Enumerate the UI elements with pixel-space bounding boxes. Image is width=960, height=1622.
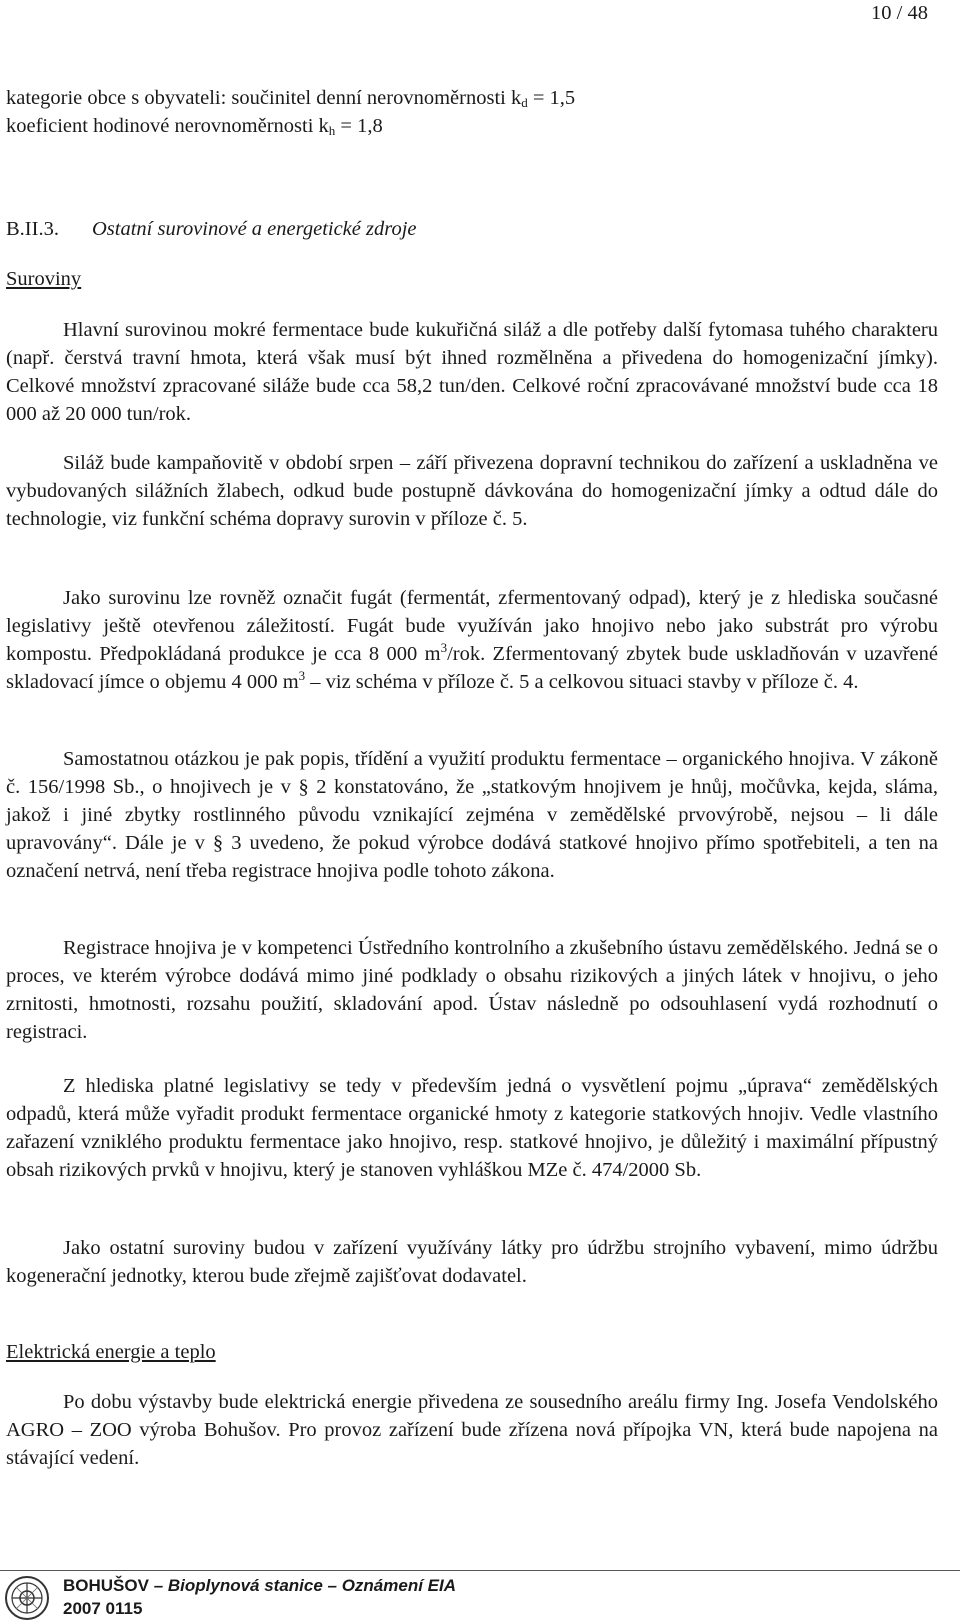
paragraph-electricity: Po dobu výstavby bude elektrická energie přivedena ze sousedního areálu firmy Ing. Josefa Vendolského AGRO – ZOO výroba Bohušov. Pro provoz zařízení bude zřízena nová přípojka VN, která bude napojena na stávající vedení. — [6, 1391, 938, 1469]
page-number: 10 / 48 — [871, 2, 928, 24]
section-number: B.II.3. — [6, 218, 59, 240]
footer-divider — [0, 1570, 960, 1571]
paragraph-other-materials: Jako ostatní suroviny budou v zařízení využívány látky pro údržbu strojního vybavení, mimo údržbu kogenerační jednotky, kterou bude zřejmě zajišťovat dodavatel. — [6, 1237, 938, 1287]
paragraph-fugate: Jako surovinu lze rovněž označit fugát (fermentát, zfermentovaný odpad), který je z hlediska současné legislativy ještě otevřenou záležitostí. Fugát bude využíván jako hnojivo nebo jako substrát pro výrobu kompostu. Předpokládaná produkce je cca 8 000 $m^3$/rok. Zfermentovaný zbytek bude uskladňován v uzavřené skladovací jímce o objemu 4 000 $m^3$ – viz schéma v příloze č. 5 a celkovou situaci stavby v příloze č. 4. — [6, 587, 938, 693]
company-logo-icon — [4, 1575, 50, 1621]
subheading-raw-materials: Suroviny — [6, 268, 82, 290]
intro-line-1: kategorie obce s obyvateli: součinitel denní nerovnoměrnosti $k_d = 1,5$ — [6, 87, 576, 110]
paragraph-registration: Registrace hnojiva je v kompetenci Ústředního kontrolního a zkušebního ústavu zemědělského. Jedná se o proces, ve kterém výrobce dodává mimo jiné podklady o obsahu rizikových a jiných látek v hnojivu, o jeho zrnitosti, hmotnosti, rozsahu použití, skladování apod. Ústav následně po odsouhlasení vydá rozhodnutí o registraci. — [6, 937, 938, 1043]
paragraph-main-raw-material: Hlavní surovinou mokré fermentace bude kukuřičná siláž a dle potřeby další fytomasa tuhého charakteru (např. čerstvá travní hmota, která však musí být ihned rozmělněna a přivedena do homogenizační jímky). Celkové množství zpracované siláže bude cca 58,2 tun/den. Celkové roční zpracovávané množství bude cca 18 000 až 20 000 tun/rok. — [6, 319, 938, 425]
paragraph-fertilizer-law: Samostatnou otázkou je pak popis, třídění a využití produktu fermentace – organického hnojiva. V zákoně č. 156/1998 Sb., o hnojivech je v § 2 konstatováno, že „statkovým hnojivem je hnůj, močůvka, kejda, sláma, jakož i jiné zbytky rostlinného původu vznikající zejména v zemědělské prvovýrobě, nejsou – li dále upravovány“. Dále je v § 3 uvedeno, že pokud výrobce dodává statkové hnojivo přímo spotřebiteli, a ten na označení netrvá, není třeba registrace hnojiva podle tohoto zákona. — [6, 748, 938, 882]
footer-title: BOHUŠOV – Bioplynová stanice – Oznámení EIA — [63, 1576, 457, 1595]
paragraph-legislation: Z hlediska platné legislativy se tedy v především jedná o vysvětlení pojmu „úprava“ zemědělských odpadů, která může vyřadit produkt fermentace organické hmoty z kategorie statkových hnojiv. Vedle vlastního zařazení vzniklého produktu fermentace jako hnojivo, resp. statkové hnojivo, je důležitý i maximální přípustný obsah rizikových prvků v hnojivu, který je stanoven vyhláškou MZe č. 474/2000 Sb. — [6, 1075, 938, 1181]
paragraph-silage: Siláž bude kampaňovitě v období srpen – září přivezena dopravní technikou do zařízení a uskladněna ve vybudovaných silážních žlabech, odkud bude postupně dávkována do homogenizační jímky a odtud dále do technologie, viz funkční schéma dopravy surovin v příloze č. 5. — [6, 452, 938, 530]
footer-code: 2007 0115 — [63, 1599, 143, 1618]
footer-text — [63, 1574, 456, 1620]
section-heading — [6, 215, 938, 243]
section-title: Ostatní surovinové a energetické zdroje — [92, 218, 417, 240]
subheading-energy: Elektrická energie a teplo — [6, 1341, 216, 1363]
intro-line-2: koeficient hodinové nerovnoměrnosti $k_h = 1,8$ — [6, 115, 383, 138]
